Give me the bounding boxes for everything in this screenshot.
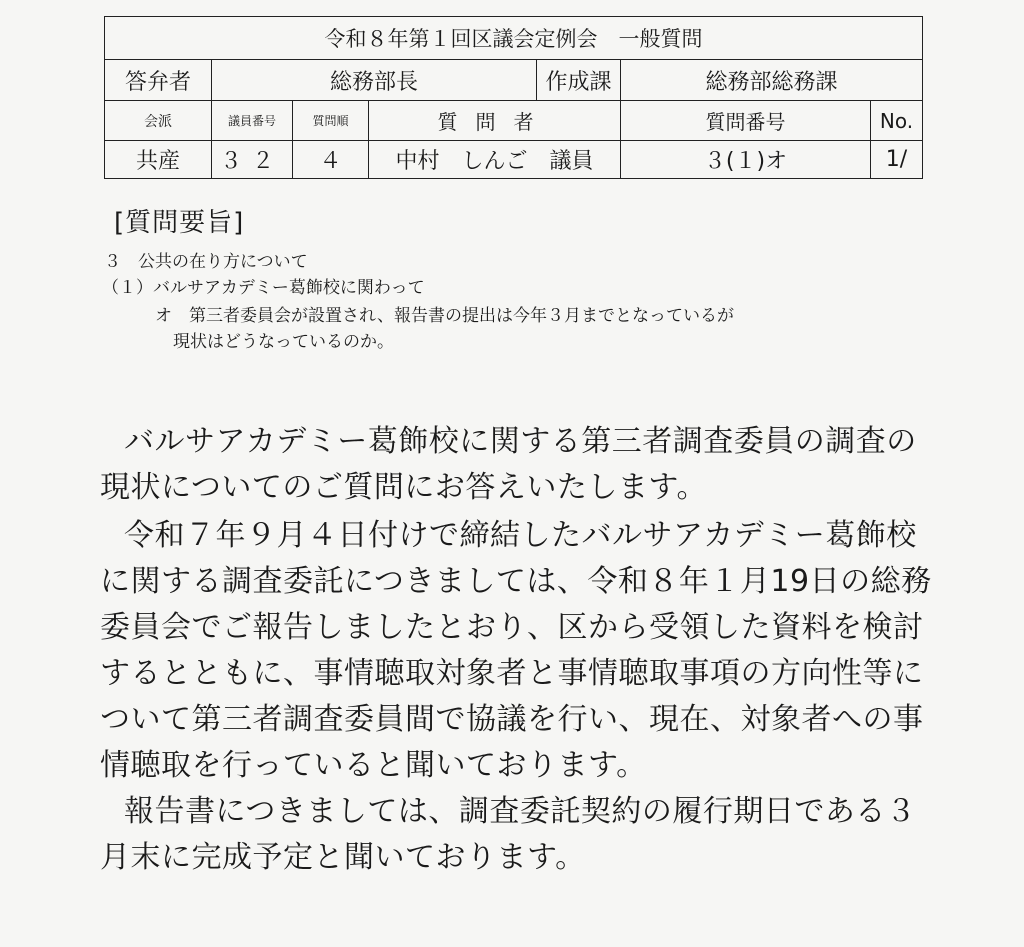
answer-line: するとともに、事情聴取対象者と事情聴取事項の方向性等に xyxy=(100,656,924,691)
gist-line: 現状はどうなっているのか。 xyxy=(173,332,394,352)
session-title: 令和８年第１回区議会定例会 一般質問 xyxy=(105,17,923,60)
section-value: 総務部総務課 xyxy=(621,60,923,101)
respondent-label: 答弁者 xyxy=(105,60,212,101)
question-order-label: 質問順 xyxy=(293,101,369,141)
member-number-value: ３２ xyxy=(212,141,293,179)
answer-line: バルサアカデミー葛飾校に関する第三者調査委員の調査の xyxy=(124,424,917,459)
answer-line: 月末に完成予定と聞いております。 xyxy=(100,840,586,875)
answer-line: に関する調査委託につきましては、令和８年１月19日の総務 xyxy=(100,564,932,599)
respondent-value: 総務部長 xyxy=(212,60,537,101)
answer-line: 現状についてのご質問にお答えいたします。 xyxy=(100,470,707,505)
questioner-value: 中村 しんご 議員 xyxy=(369,141,621,179)
question-number-value: ３(１)オ xyxy=(621,141,871,179)
answer-line: 令和７年９月４日付けで締結したバルサアカデミー葛飾校 xyxy=(124,518,917,553)
answer-line: 情聴取を行っていると聞いております。 xyxy=(100,748,647,783)
member-number-label: 議員番号 xyxy=(212,101,293,141)
answer-line: 報告書につきましては、調査委託契約の履行期日である３ xyxy=(124,794,917,829)
answer-line: ついて第三者調査委員間で協議を行い、現在、対象者への事 xyxy=(100,702,924,737)
answer-line: 委員会でご報告しましたとおり、区から受領した資料を検討 xyxy=(100,610,924,645)
section-label: 作成課 xyxy=(537,60,621,101)
question-order-value: ４ xyxy=(293,141,369,179)
gist-line: ３ 公共の在り方について xyxy=(104,252,308,272)
faction-value: 共産 xyxy=(105,141,212,179)
gist-line: （１）バルサアカデミー葛飾校に関わって xyxy=(102,278,425,298)
questioner-label: 質問者 xyxy=(369,101,621,141)
page-no-value: 1/ xyxy=(871,141,923,179)
gist-line: オ 第三者委員会が設置され、報告書の提出は今年３月までとなっているが xyxy=(155,306,735,326)
page-no-label: No. xyxy=(871,101,923,141)
question-header-table xyxy=(104,16,923,179)
faction-label: 会派 xyxy=(105,101,212,141)
question-number-label: 質問番号 xyxy=(621,101,871,141)
question-gist-heading: [質問要旨] xyxy=(114,208,245,238)
